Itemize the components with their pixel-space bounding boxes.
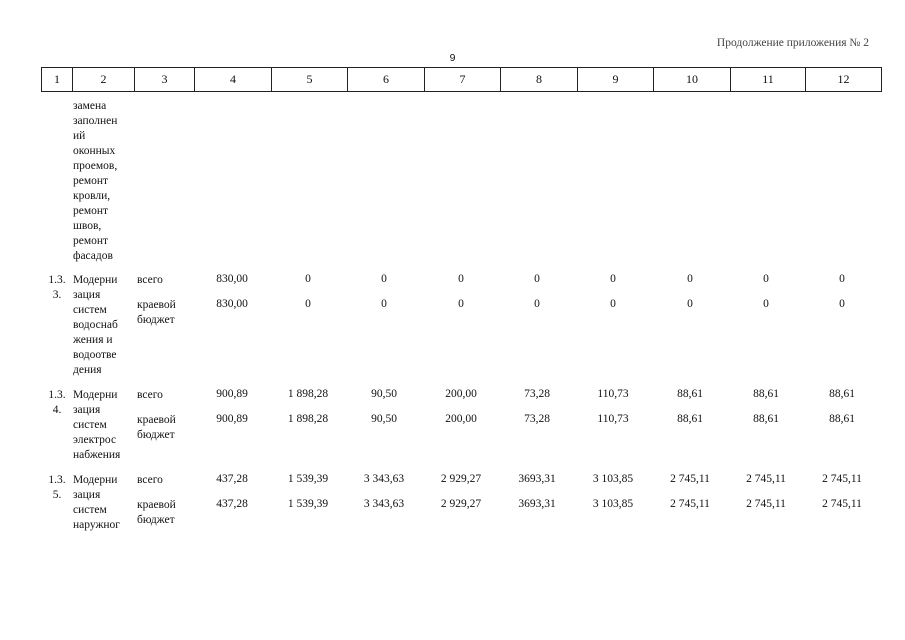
table-cell-value: 1 539,39 [287,498,329,510]
row-name-line: Модерни [73,474,118,486]
table-cell-value: 2 745,11 [670,473,710,485]
funding-type [137,298,193,328]
table-cell-value: 2 745,11 [746,473,786,485]
row-name-line: зация [73,404,101,416]
table-cell-value: 88,61 [753,413,779,425]
row-number [44,273,70,303]
table-cell-value: 88,61 [753,388,779,400]
intro-text-line: фасадов [73,250,113,262]
table-cell-value: 88,61 [829,388,855,400]
row-name-line: систем [73,419,107,431]
table-cell-value: 200,00 [445,413,477,425]
table-cell-value: 200,00 [445,388,477,400]
header-note: Продолжение приложения № 2 [716,37,869,49]
column-header: 2 [73,68,135,92]
table-cell-value: 0 [610,273,616,285]
row-name-line: зация [73,289,101,301]
column-header: 8 [501,68,578,92]
row-name-line: дения [73,364,102,376]
column-header: 6 [348,68,425,92]
row-name-line: систем [73,504,107,516]
table-cell-value: 0 [839,298,845,310]
row-number-line: 1.3. [48,389,66,401]
funding-type-line: краевой [137,499,176,511]
intro-text-line: кровли, [73,190,111,202]
column-header-row [42,68,882,92]
funding-type-line: бюджет [137,514,175,526]
column-header: 3 [135,68,195,92]
row-number [44,388,70,418]
row-number-line: 4. [52,404,62,416]
table-cell-value: 437,28 [216,498,248,510]
row-name [73,473,135,533]
funding-type [137,273,193,288]
table-cell-value: 0 [381,273,387,285]
table-cell-value: 900,89 [216,413,248,425]
column-header: 1 [42,68,73,92]
funding-type [137,498,193,528]
column-header: 9 [578,68,654,92]
table-cell-value: 88,61 [829,413,855,425]
table-cell-value: 2 929,27 [440,473,482,485]
funding-type [137,388,193,403]
funding-type-line: всего [137,389,163,401]
row-name [73,388,135,463]
row-name-line: наружног [73,519,121,531]
row-name-line: электрос [73,434,117,446]
table-cell-value: 0 [534,273,540,285]
funding-type-line: краевой [137,299,176,311]
row-name-line: водоснаб [73,319,118,331]
row-number-line: 5. [52,489,62,501]
column-header: 4 [195,68,272,92]
table-cell-value: 0 [839,273,845,285]
table-cell-value: 88,61 [677,388,703,400]
funding-type [137,473,193,488]
intro-text-line: ремонт [73,235,109,247]
table-cell-value: 0 [687,298,693,310]
table-cell-value: 2 745,11 [746,498,786,510]
table-cell-value: 110,73 [597,413,629,425]
intro-text-line: проемов, [73,160,118,172]
intro-text-line: замена [73,100,107,112]
row-name-line: Модерни [73,274,118,286]
row-name-line: систем [73,304,107,316]
table-cell-value: 110,73 [597,388,629,400]
intro-text-line: оконных [73,145,116,157]
funding-type-line: всего [137,274,163,286]
table-cell-value: 0 [305,273,311,285]
table-cell-value: 0 [305,298,311,310]
table-cell-value: 900,89 [216,388,248,400]
table-cell-value: 3693,31 [518,473,556,485]
table-cell-value: 0 [458,273,464,285]
row-name-line: зация [73,489,101,501]
intro-text-line: ремонт [73,175,109,187]
funding-type-line: бюджет [137,314,175,326]
column-header-table [41,67,882,92]
page-number: 9 [449,52,456,64]
intro-text-line: швов, [73,220,102,232]
table-cell-value: 0 [534,298,540,310]
table-cell-value: 1 898,28 [287,388,329,400]
table-cell-value: 88,61 [677,413,703,425]
row-name-line: набжения [73,449,121,461]
table-cell-value: 90,50 [371,413,397,425]
table-cell-value: 1 898,28 [287,413,329,425]
table-cell-value: 90,50 [371,388,397,400]
table-cell-value: 0 [763,298,769,310]
row-number-line: 1.3. [48,474,66,486]
table-cell-value: 0 [381,298,387,310]
column-header: 11 [731,68,806,92]
column-header: 5 [272,68,348,92]
column-header: 7 [425,68,501,92]
row-number [44,473,70,503]
table-cell-value: 830,00 [216,273,248,285]
row-number-line: 3. [52,289,62,301]
row-name-line: жения и [73,334,113,346]
table-cell-value: 0 [687,273,693,285]
intro-text [73,99,135,264]
table-cell-value: 3 103,85 [592,498,634,510]
funding-type-line: бюджет [137,429,175,441]
table-cell-value: 2 745,11 [822,498,862,510]
row-number-line: 1.3. [48,274,66,286]
column-header: 12 [806,68,882,92]
row-name [73,273,135,378]
table-cell-value: 2 745,11 [822,473,862,485]
row-name-line: Модерни [73,389,118,401]
table-cell-value: 73,28 [524,413,550,425]
intro-text-line: ий [73,130,86,142]
funding-type [137,413,193,443]
row-name-line: водоотве [73,349,117,361]
table-cell-value: 2 745,11 [670,498,710,510]
table-cell-value: 0 [458,298,464,310]
table-cell-value: 3 103,85 [592,473,634,485]
table-cell-value: 1 539,39 [287,473,329,485]
table-cell-value: 0 [610,298,616,310]
column-header: 10 [654,68,731,92]
funding-type-line: краевой [137,414,176,426]
funding-type-line: всего [137,474,163,486]
intro-text-line: заполнен [73,115,118,127]
table-cell-value: 3 343,63 [363,473,405,485]
table-cell-value: 73,28 [524,388,550,400]
table-cell-value: 2 929,27 [440,498,482,510]
intro-text-line: ремонт [73,205,109,217]
table-cell-value: 830,00 [216,298,248,310]
table-cell-value: 3693,31 [518,498,556,510]
table-cell-value: 437,28 [216,473,248,485]
table-cell-value: 3 343,63 [363,498,405,510]
table-cell-value: 0 [763,273,769,285]
